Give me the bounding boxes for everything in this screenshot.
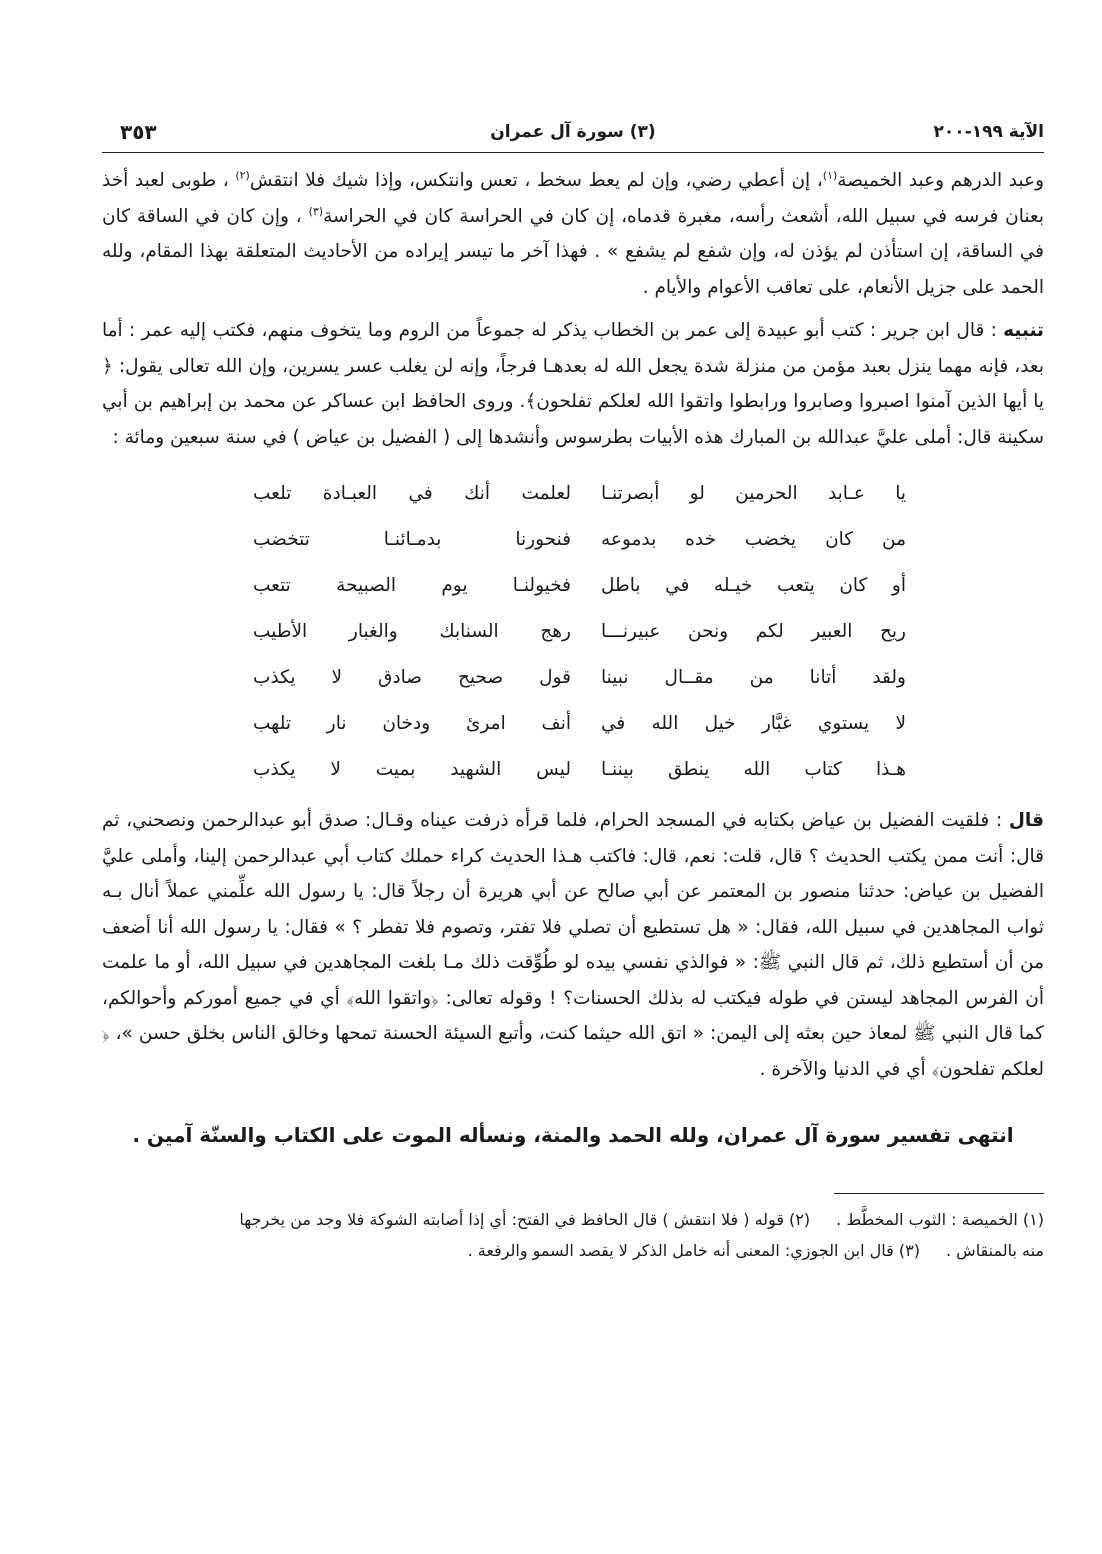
second-hemistich: فنحورنا بدمـائنـا تتخضب — [253, 529, 571, 550]
poem-verse — [102, 471, 1044, 517]
poem-verse — [102, 747, 1044, 793]
page-number: ٣٥٣ — [120, 120, 157, 144]
footnote-2: (٢) قوله ( فلا انتقش ) قال الحافظ في الفتح: أي إذا أصابته الشوكة فلا وجد من يخرجها — [239, 1210, 811, 1229]
footnote-1: (١) الخميصة : الثوب المخطَّط . — [836, 1210, 1044, 1229]
footnote-line — [102, 1235, 1044, 1266]
footnote-3: (٣) قال ابن الجوزي: المعنى أنه خامل الذكر لا يقصد السمو والرفعة . — [467, 1241, 920, 1260]
second-hemistich: فخيولنـا يوم الصبيحة تتعب — [253, 575, 571, 596]
paragraph-text: ، طوبى لعبد أخذ بعنان فرسه في سبيل الله، أشعث رأسه، مغبرة قدماه، إن كان في الحراسة كان في الحراسة — [102, 170, 1044, 227]
tanbih-paragraph — [102, 313, 1044, 455]
paragraph-text: ، إن أعطي رضي، وإن لم يعط سخط ، تعس وانتكس، وإذا شيك فلا انتقش — [249, 170, 823, 191]
first-hemistich: هـذا كتاب الله ينطق بيننـا — [601, 759, 906, 780]
footnotes — [102, 1204, 1044, 1266]
poem-verse — [102, 609, 1044, 655]
second-hemistich: لعلمت أنك في العبـادة تلعب — [253, 483, 571, 504]
page-header — [102, 118, 1044, 146]
surah-title: (٣) سورة آل عمران — [490, 122, 656, 142]
second-hemistich: ليس الشهيد بميت لا يكذب — [253, 759, 571, 780]
closing-line: انتهى تفسير سورة آل عمران، ولله الحمد والمنة، ونسأله الموت على الكتاب والسنّة آمين . — [132, 1123, 1014, 1147]
footnote-2-continued: منه بالمنقاش . — [945, 1241, 1044, 1260]
first-hemistich: من كان يخضب خده بدموعه — [601, 529, 906, 550]
footnote-ref-2: (٢) — [235, 168, 250, 182]
footnote-rule — [834, 1193, 1044, 1194]
paragraph-text: ، وإن كان في الساقة كان في الساقة، إن استأذن لم يؤذن له، وإن شفع لم يشفع » . فهذا آخر ما تيسر إيراده من الأحاديث المتعلقة بهذا المقام، ولله الحمد على جزيل الأنعام، على تعاقب الأعوام والأيام . — [102, 205, 1044, 298]
poem — [102, 471, 1044, 793]
paragraph-text: : قال ابن جرير : كتب أبو عبيدة إلى عمر بن الخطاب يذكر له جموعاً من الروم وما يتخوف منهم، فكتب إليه عمر : أما بعد، فإنه مهما ينزل بعبد مؤمن من منزلة شدة يجعل الله له بعدهـا فرجاً، وإنه لن يغلب عسر يسرين، وإن الله تعالى يقول: ﴿ يا أيها الذين آمنوا اصبروا وصابروا ورابطوا واتقوا الله لعلكم تفلحون﴾. وروى الحافظ ابن عساكر عن محمد بن إبراهيم بن أبي سكينة قال: أملى عليَّ عبدالله بن المبارك هذه الأبيات بطرسوس وأنشدها إلى ( الفضيل بن عياض ) في سنة سبعين ومائة : — [102, 320, 1044, 448]
second-hemistich: أنف امرئ ودخان نار تلهب — [253, 713, 571, 734]
first-hemistich: لا يستوي غبَّار خيل الله في — [601, 713, 906, 734]
footnote-line — [102, 1204, 1044, 1235]
second-hemistich: قول صحيح صادق لا يكذب — [253, 667, 571, 688]
tanbih-label: تنبيه — [1003, 320, 1044, 341]
poem-verse — [102, 701, 1044, 747]
first-hemistich: ولقد أتانا من مقــال نبينا — [601, 667, 906, 688]
first-hemistich: أو كان يتعب خيـله في باطل — [601, 575, 906, 596]
paragraph-text: : فلقيت الفضيل بن عياض بكتابه في المسجد الحرام، فلما قرأه ذرفت عيناه وقـال: صدق أبو عبدالرحمن ونصحني، ثم قال: أنت ممن يكتب الحديث ؟ قال، قلت: نعم، قال: فاكتب هـذا الحديث كراء حملك كتاب أبي عبدالرحمن إلينا، وأملى عليَّ الفضيل بن عياض: حدثنا منصور بن المعتمر عن أبي صالح عن أبي هريرة أن رجلاً قال: يا رسول الله علِّمني عملاً أنال بـه ثواب المجاهدين في سبيل الله، فقال: « هل تستطيع أن تصلي فلا تفتر، وتصوم فلا تفطر ؟ » فقال: يا رسول الله أنا أضعف من أن أستطيع ذلك، ثم قال النبي ﷺ: « فوالذي نفسي بيده لو طُوِّقت ذلك مـا بلغت المجاهدين في سبيل الله، أو ما علمت أن الفرس المجاهد ليستن في طوله فيكتب له بذلك الحسنات؟ ! وقوله تعالى: ﴿واتقوا الله﴾ أي في جميع أموركم وأحوالكم، كما قال النبي ﷺ لمعاذ حين بعثه إلى اليمن: « اتق الله حيثما كنت، وأتبع السيئة الحسنة تمحها وخالق الناس بخلق حسن »، ﴿ لعلكم تفلحون﴾ أي في الدنيا والآخرة . — [102, 810, 1044, 1080]
first-hemistich: يا عـابد الحرمين لو أبصرتنـا — [601, 483, 906, 504]
footnote-ref-1: (١) — [822, 168, 838, 182]
qala-paragraph — [102, 803, 1044, 1087]
document-page — [102, 118, 1044, 1266]
hadith-paragraph — [102, 163, 1044, 305]
poem-verse — [102, 563, 1044, 609]
qala-label: قال — [1008, 810, 1044, 831]
paragraph-text: وعبد الدرهم وعبد الخميصة — [837, 170, 1045, 191]
poem-verse — [102, 517, 1044, 563]
second-hemistich: رهج السنابك والغبار الأطيب — [253, 621, 571, 642]
ayah-range: الآية ١٩٩-٢٠٠ — [933, 122, 1044, 142]
first-hemistich: ريح العبير لكم ونحن عبيرنـــا — [601, 621, 906, 642]
header-rule — [102, 152, 1044, 153]
poem-verse — [102, 655, 1044, 701]
footnote-ref-3: (٣) — [308, 204, 324, 218]
